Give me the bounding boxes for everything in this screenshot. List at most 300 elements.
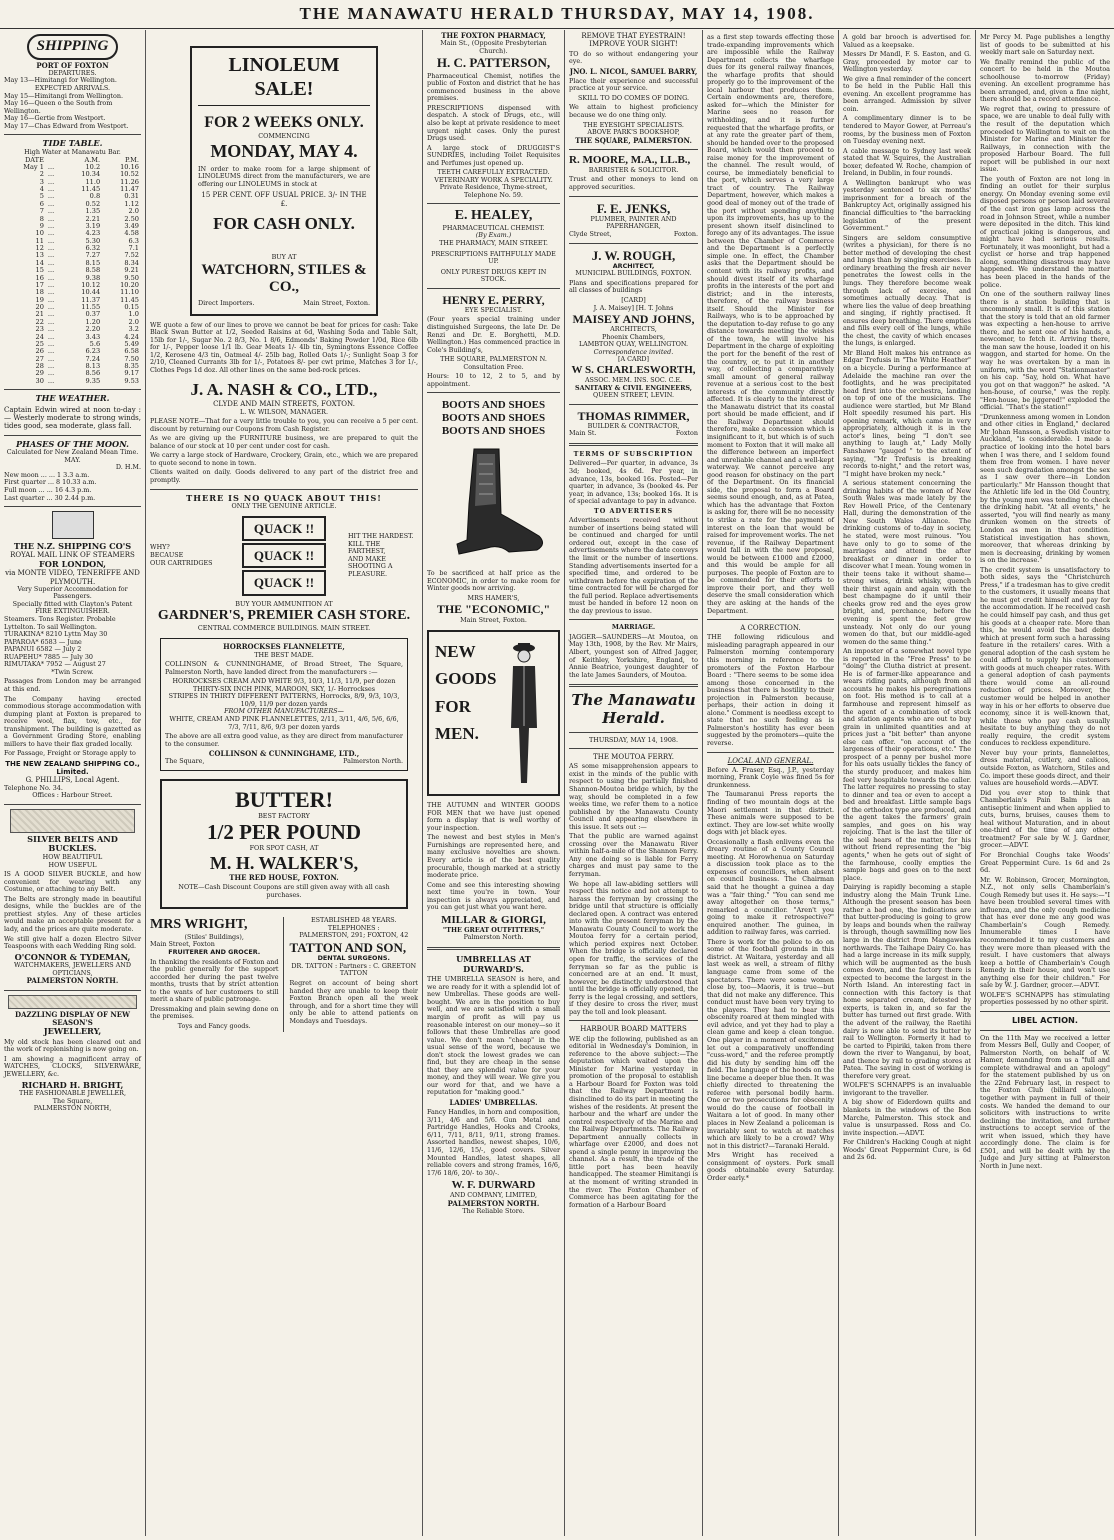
mrs-wright-line: Main Street, Foxton (150, 940, 215, 949)
butter-line: FOR SPOT CASH, AT (249, 844, 319, 853)
quack-word: QUACK !! (242, 516, 326, 541)
nzs-text: For Passage, Freight or Storage apply to (4, 749, 136, 758)
news-paragraph: A gold bar brooch is advertised for. Valued as a keepsake. (843, 33, 971, 49)
dazzling-text: I am showing a magnificent array of WATCHES, CLOCKS, SILVERWARE, JEWELLERY, &c. (4, 1054, 141, 1078)
ferry-heading: THE MOUTOA FERRY. (593, 753, 674, 762)
tide-row (4, 370, 141, 377)
news-paragraph: On one of the southern railway lines there is a station building that is uncommonly small. It is of this station that the story is told that an old farmer was expecting a hen-house to arrive there, and he sent one of his hands, a newcomer, to fetch it. Arriving there, the man saw the house, loaded it on his waggon, and started for home. On the way he was overtaken by a man in uniform, with the word "Stationmaster" on his cap. "Say, hold on. What have you got on that waggon?" he asked. "A hen-house, of course," was the reply. "Hen-house, be jiggered!" exploded the official. "That's the station!" (980, 290, 1110, 412)
tide-row (4, 348, 141, 355)
local-general-heading: LOCAL AND GENERAL. (727, 756, 814, 765)
tide-cell: ... (47, 317, 55, 326)
news-paragraph: Mr. W. Robinson, Grocer, Mornington, N.Z., not only sells Chamberlain's Cough Remedy but uses it. He says:—"I have been troubled several times with influenza, and the only cough medicine that has ever done me any good was Chamberlain's Cough Remedy. Innumerable times I have recommended it to my customers and they were more than pleased with the result. I have customers that always keep a bottle of Chamberlain's Cough Remedy in their house, and won't use anything else for their children." For sale by W. J. Gardner, grocer.—ADVT. (980, 875, 1110, 990)
eyestrain-text: TO do so without endangering your eye. (569, 49, 698, 66)
quack-subheading: ONLY THE GENUINE ARTICLE. (231, 502, 337, 511)
nzs-text: The Company having erected commodious storage accommodation with dumping plant at Foxton is prepared to receive wool, flax, tow, etc., for transhipment. The building is gazetted as a Government Grading Store, enabling millers to have their flax graded locally. (4, 694, 141, 748)
durward-heading: W. F. DURWARD (451, 1179, 536, 1192)
tide-cell: ... (47, 244, 55, 253)
nzs-heading: THE N.Z. SHIPPING CO'S (13, 540, 132, 551)
tide-cell: 2.50 (124, 214, 139, 223)
maisey-line: ARCHITECTS, (610, 325, 657, 334)
moon-columns: D. H.M. (115, 463, 141, 472)
tide-cell: 0.37 (85, 310, 101, 319)
eyestrain-line: THE EYESIGHT SPECIALISTS. (583, 120, 684, 129)
butter-ad (160, 779, 408, 909)
news-paragraph: For Bronchial Coughs take Woods' Great Peppermint Cure. 1s 6d and 2s 6d. (980, 850, 1110, 875)
tide-cell: 11.55 (81, 303, 101, 312)
tide-cell: 2.21 (85, 214, 101, 223)
nzs-line: ROYAL MAIL LINK OF STEAMERS (10, 551, 135, 560)
tide-cell: 6.23 (85, 347, 101, 356)
tide-table-subheading: High Water at Manawatu Bar. (24, 147, 121, 156)
millar-heading: MILLAR & GIORGI, (441, 913, 546, 926)
ferry-text: We hope all law-abiding settlers will respect this notice and not attempt to harass the ferryman by crossing the bridge until that structure is officially declared open. A contract was entered into with the present ferryman by the Manawatu County Council to work the Moutoa ferry for a certain period, which period expires next October. When the bridge is officially declared open for traffic, the services of the ferryman so far as the public is concerned are at an end. It must, however, be distinctly understood that until the bridge is officially opened, the ferry is the legal crossing, and settlers, if they desire to cross the river, must pay the toll and look pleasant. (569, 879, 698, 1016)
tide-table (4, 157, 141, 386)
tide-cell: 11.10 (120, 288, 139, 297)
tide-cell: 8.56 (85, 369, 101, 378)
ships-header: Steamers. Tons Register. Probable Lyttelton. To sail Wellington. (4, 615, 116, 631)
boots-text: To be sacrificed at half price as the ECONOMIC, in order to make room for Winter goods now arriving. (427, 569, 560, 593)
tide-cell: ... (47, 177, 55, 186)
new-goods-text: THE AUTUMN and WINTER GOODS FOR MEN that we have just opened form a display that is well worthy of your inspection. (427, 801, 560, 832)
tatton-heading: TATTON AND SON, (289, 940, 407, 955)
news-paragraph: The youth of Foxton are not long in finding an outlet for their surplus energy. On Monday evening some evil disposed persons or person laid several of the cast iron gas lamp across the road in Johnson Street, while a number were deposited in the ditch. This kind of practical joking is dangerous, and might have had serious results. Fortunately, it was moonlight, but had a cyclist or horse and trap happened along, something disastrous may have happened. We understand the matter has been placed in the hands of the police. (980, 174, 1110, 289)
tide-cell: 1.0 (128, 310, 139, 319)
tide-row (4, 267, 141, 274)
oconnor-line: WATCHMAKERS, JEWELLERS AND OPTICIANS, (13, 961, 132, 977)
news-paragraph: We regret that, owing to pressure of space, we are unable to deal fully with the result of the deputation which proceeded to Wellington to wait on the Minister for Marine and Minister for Railways, in connection with the proposed Harbour Board. The full report will be published in our next issue. (980, 104, 1110, 174)
butter-price: 1/2 PER POUND (207, 820, 361, 845)
eyestrain-text: Place their experience and successful practice at your service. (569, 76, 698, 93)
economic-address: Main Street, Foxton. (460, 615, 527, 624)
terms-heading: TERMS OF SUBSCRIPTION (573, 449, 694, 458)
quack-word: QUACK !! (242, 570, 326, 595)
news-paragraph: We finally remind the public of the concert to be held in the Moutoa schoolhouse to-morrow (Friday) evening. An excellent programme has been arranged, and, given a fine night, there should be a record attendance. (980, 57, 1110, 104)
mrs-wright-text: Toys and Fancy goods. (177, 1021, 251, 1030)
departure-line: May 13—Himitangi for Wellington. (4, 76, 117, 85)
tide-cell: 7.24 (85, 354, 101, 363)
new-goods-heading (435, 638, 495, 788)
tide-cell: 1.20 (85, 317, 101, 326)
tide-cell: ... (47, 162, 55, 171)
tide-cell: 4.23 (85, 229, 101, 238)
tatton-ad (290, 917, 419, 1032)
millar-line: Palmerston North. (463, 933, 524, 942)
tide-cell: 8.15 (85, 258, 101, 267)
tide-cell: 7.52 (124, 251, 139, 260)
tide-cell: 26 (35, 347, 44, 356)
horrockses-address-right: Palmerston North. (343, 757, 403, 766)
tide-cell: 11.47 (120, 185, 139, 194)
boots-heading-line: BOOTS AND SHOES (441, 399, 546, 412)
news-paragraph: "Drunkenness among women in London and other cities in England," declared Mr Johan Hansson, a Swedish visitor to Auckland, "is considerable. I made a practice of looking into the hotel bars when I was there, and I seldom found them free from women. I have never seen such degradation amongst the sex as I saw over there—in London particularly." Mr Hansson thought that the Athletic life led in the Old Country, by the young men was tending to check the drinking habit. "At all events," he asserted, "you will find nearly as many drunken women on the streets of London as men in that condition. Statistical investigation has shown, moreover, that whereas drinking by men is decreasing, drinking by women is on the increase." (980, 412, 1110, 565)
quack-buy: BUY YOUR AMMUNITION AT (235, 599, 333, 608)
foxton-pharmacy-line: Main St., (Opposite Presbyterian Church). (440, 39, 547, 55)
tide-row (4, 223, 141, 230)
tide-cell: 9.35 (85, 376, 101, 385)
tide-column-header: P.M. (124, 155, 139, 164)
news-paragraph: A Wellington bankrupt who was yesterday sentenced to six months' imprisonment for a breach of the Bankruptcy Act, originally assigned his financial difficulties to "the barracking legislation of the present Government." (843, 178, 971, 233)
tide-cell: ... (47, 339, 55, 348)
mrs-wright-ad (150, 917, 284, 1032)
news-paragraph: A serious statement concerning the drinking habits of the women of New South Wales was made lately by the Rev Howell Price, of the Centenary Hall, during the demonstration of the New South Wales Alliance. The drinking customs of to-day in society, he stated, were most ruinous. "You have only to go to some of the marriages and attend the after breakfast or dinner in order to discover what I mean. Young women in their teens take it without shame—strong wines, drink whisky, quench their thirst again and again with the best champagne do it until their cheeks grow red and the eyes grow bright, and, perchance, before the evening is spent the feet grow unsteady. Not only do our young women do that, but our middle-aged women do the same thing." (843, 479, 971, 646)
oconnor-heading: O'CONNOR & TYDEMAN, (14, 951, 131, 962)
news-paragraph: Singers are seldom consumptive (writes a physician), for there is no better method of developing the chest and lungs than by singing exercises. In ordinary breathing the fresh air never penetrates the lowest cells in the lungs. They therefore become weak through lack of exercise, and sometimes actually decay. That is where lies the value of deep breathing and singing, if rightly practised. It ensures deep breathing. There empties and fills every cell of the lungs, while the chest, the cavity of which encases the lungs, is enlarged. (843, 233, 971, 348)
tide-cell: ... (47, 280, 55, 289)
tide-cell: 5.6 (89, 339, 101, 348)
tide-cell: 2.0 (128, 317, 139, 326)
tide-cell: 27 (35, 354, 44, 363)
tide-cell: 10.52 (120, 170, 139, 179)
quack-right-item: KILL THE FARTHEST, (347, 539, 386, 556)
ferry-text: That the public are warned against crossing over the Manawatu River within half-a-mile of the Shannon Ferry. Any one doing so is liable for Ferry charges and must pay same to the ferryman. (569, 832, 698, 878)
linoleum-weeks: FOR 2 WEEKS ONLY. (204, 114, 364, 132)
rimmer-street: Main St. (569, 429, 597, 438)
ladies-umbrellas-heading: LADIES' UMBRELLAS. (449, 1098, 538, 1107)
moore-line: BARRISTER & SOLICITOR. (588, 165, 679, 174)
tide-cell: ... (47, 199, 55, 208)
perry-text: (Four years special training under distinguished Surgeons, the late Dr. De Renzi and Dr. E. Borghetti, M.D. Wellington.) Has commenced practice in Cole's Building's, (427, 315, 560, 354)
correction-text: THE following ridiculous and misleading paragraph appeared in our Palmerston morning contemporary this morning in reference to the promoters of the Foxton Harbour Board : "There seems to be some idea among those concerned in the business that there is hostility to their projection in Palmerston because, perhaps, their action in doing it alone." Comment is needless except to state that no such feeling as is Palmerston's hostility has ever been suggested by the promoters—quite the reverse. (707, 633, 834, 748)
tide-cell: 8.34 (124, 258, 139, 267)
eyestrain-names: JNO. L. NICOL, SAMUEL BARRY, (569, 66, 698, 76)
departures-heading: DEPARTURES. (48, 68, 97, 77)
tide-cell: ... (47, 369, 55, 378)
tide-cell: 3 (39, 177, 44, 186)
tide-cell: 2.0 (128, 207, 139, 216)
boot-image (427, 444, 560, 564)
news-paragraph: WOLFE'S SCHNAPPS has stimulating properties possessed by no other spirit. (980, 990, 1110, 1007)
silver-heading: SILVER BELTS AND BUCKLES. (27, 833, 118, 854)
tide-cell: 18 (35, 288, 44, 297)
rough-line: ARCHITECT, (612, 261, 655, 270)
ship-row: PAPAROA* 6583 — June (4, 637, 82, 646)
tide-row (4, 216, 141, 223)
news-paragraph: Never buy your prints, flannelettes, dress material, cutlery, and calicos, outside Foxton, as Watchorn, Stiles and Co. import these goods direct, and their values are household words.—ADVT. (980, 748, 1110, 788)
tide-cell: 7.27 (85, 251, 101, 260)
tide-row (4, 230, 141, 237)
tide-cell: 7.50 (124, 354, 139, 363)
quack-ad (150, 515, 418, 597)
tatton-telephones-2: PALMERSTON, 291; FOXTON, 42 (299, 931, 409, 940)
tide-row (4, 334, 141, 341)
tide-cell: 14 (35, 258, 44, 267)
horrockses-address-left: The Square, (165, 757, 205, 766)
tide-cell: May 1 (23, 162, 44, 171)
tide-row (4, 260, 141, 267)
mrs-wright-text: In thanking the residents of Foxton and the public generally for the support accorded her during the past twelve months, trusts that by strict attention to the wants of her customers to still merit a share of public patronage. (150, 957, 279, 1004)
tide-cell: ... (47, 325, 55, 334)
ferry-text: AS some misapprehension appears to exist in the minds of the public with respect to using the partially finished Shannon-Moutoa bridge which, by the way, should be completed in a few weeks time, we refer them to a notice published by the Manawatu County Council and appearing elsewhere in this issue. It sets out :— (569, 762, 698, 831)
oconnor-line: PALMERSTON NORTH. (26, 976, 119, 986)
boots-mrs: MRS HAMER'S, (467, 593, 520, 602)
linoleum-text: IN order to make room for a large shipment of LINOLEUMS direct from the manufacturers, we are offering our LINOLEUMS in stock at (198, 164, 370, 188)
ship-row: TURAKINA* 8210 Lyttn May 30 (4, 630, 108, 639)
moon-phase-row: New moon ... ... 1 3.3 a.m. (4, 470, 90, 479)
twin-screw-note: *Twin Screw. (51, 667, 94, 676)
tide-cell: ... (47, 192, 55, 201)
tide-cell: 3.49 (124, 221, 139, 230)
mrs-wright-heading: MRS WRIGHT, (150, 917, 248, 933)
moore-heading: R. MOORE, M.A., LL.B., (569, 153, 691, 166)
tatton-telephones: TELEPHONES : (327, 923, 380, 932)
millar-line: "THE GREAT OUTFITTERS," (442, 925, 545, 934)
flag-image (52, 511, 94, 539)
horrockses-line: FROM OTHER MANUFACTURERS— (224, 707, 344, 716)
advertisers-heading: TO ADVERTISERS (593, 506, 674, 515)
arrival-line: May 17—Chas Edward from Westport. (4, 121, 129, 130)
charlesworth-line: QUEEN STREET, LEVIN. (592, 391, 674, 400)
tide-cell: 5.49 (124, 339, 139, 348)
butter-line: BEST FACTORY (258, 811, 310, 820)
perry-line: EYE SPECIALIST. (464, 305, 523, 314)
nash-text: We carry a large stock of Hardware, Crockery, Grain, etc., which we are prepared to quote second to none in town. (150, 451, 418, 467)
nzs-line: via MONTE VIDEO, TENERIFFE AND PLYMOUTH. (5, 569, 140, 586)
bright-line: The Square, (52, 1096, 93, 1105)
tide-cell: 3.2 (128, 325, 139, 334)
durward-line: The Reliable Store. (462, 1206, 525, 1215)
tide-cell: ... (47, 273, 55, 282)
tide-cell: 1.35 (85, 207, 101, 216)
tide-cell: 8 (39, 214, 44, 223)
news-items (843, 34, 971, 1162)
local-news-item: The Taumaranui Press reports the finding of two mountain dogs at the Maori settlement in that district. These animals were supposed to be extinct. They are low-set white woolly dogs with jet black eyes. (707, 790, 834, 837)
umbrellas-list: Fancy Handles, in horn and composition, 3/11, 4/6 and 5/6. Gun Metal and Partridge Handles, Hooks and Crooks, 6/11, 7/11, 8/11, 9/11, strong frames. Assorted handles, newest shapes, 10/6, 11/6, 12/6, 15/-, good covers. Silver Mounted Handles, latest shapes, all reliable covers and strong frames, 16/6, 17/6 18/6, 20/- to 30/-. (427, 1108, 560, 1177)
healey-heading: E. HEALEY, (454, 208, 533, 224)
quack-stack (242, 515, 326, 597)
news-items (980, 34, 1110, 1007)
bottom-ads-row (150, 917, 418, 1032)
tide-cell: 0.52 (85, 199, 101, 208)
weather-heading: THE WEATHER. (35, 393, 110, 404)
dazzling-heading: DAZZLING DISPLAY OF NEW SEASON'S (15, 1009, 130, 1027)
bright-line: PALMERSTON NORTH, (33, 1104, 112, 1113)
new-goods-text: The newest and best styles in Men's Furnishings are represented here, and many exclusive novelties are shown. Every article is of the best quality procurable, though marked at a strictly moderate price. (427, 833, 560, 880)
horrockses-firm: COLLINSON & CUNNINGHAME, LTD., (208, 749, 360, 759)
tide-row (4, 356, 141, 363)
nzs-line: FOR LONDON, (38, 558, 106, 569)
tide-cell: ... (47, 214, 55, 223)
tide-cell: 10 (35, 229, 44, 238)
tide-cell: 17 (35, 280, 44, 289)
tide-row (4, 363, 141, 370)
maisey-heading: MAISEY AND JOHNS, (572, 312, 695, 327)
harbour-text: WE clip the following, published as an editorial in Wednesday's Dominion, in reference to the above subject:—The deputation which waited upon the Minister for Marine yesterday in promotion of the proposal to establish a Harbour Board for Foxton was told that the Railway Department is disinclined to do its part in meeting the wishes of the residents. At present the harbour and the wharf are under the control respectively of the Marine and the Railway Departments. The Railway Department annually collects in wharfage over £2000, and does not spend a single penny in improving the channel. As a result, the trade of the little port has been heavily handicapped. The steamer Himitangi is at the moment of writing stranded in the river. The Foxton Chamber of Commerce has been agitating for the formation of a Harbour Board (569, 1034, 698, 1209)
tide-cell: 20 (35, 303, 44, 312)
ship-row: PAPANUI 6582 — July 2 (4, 645, 82, 654)
tide-cell: ... (47, 221, 55, 230)
tide-cell: 11.45 (120, 295, 139, 304)
dazzling-text: My old stock has been cleared out and the work of replenishing is now going on. (4, 1037, 141, 1054)
silver-text: We still give half a dozen Electro Silver Teaspoons with each Wedding Ring sold. (4, 934, 141, 951)
tide-cell: ... (47, 376, 55, 385)
boot-icon (439, 444, 549, 564)
bright-heading: RICHARD H. BRIGHT, (21, 1079, 124, 1090)
nash-text: As we are giving up the FURNITURE business, we are prepared to quit the balance of our stock at 10 per cent under cost for cash. (150, 434, 418, 450)
news-paragraph: For Children's Hacking Cough at night Woods' Great Peppermint Cure, is 6d and 2s 6d. (843, 1138, 971, 1162)
rough-line: MUNICIPAL BUILDINGS, FOXTON. (575, 269, 692, 278)
tide-cell: 8.13 (85, 362, 101, 371)
tide-cell: 10.16 (120, 162, 139, 171)
tide-cell: 23 (35, 325, 44, 334)
harbour-text-continued: as a first step towards effecting those trade-expanding improvements which are impossible while the Railway Department collects the wharfage dues for its general railway finances, the wharfage profits that should properly go to the improvement of the local harbour that produces them. Certain endowments are, therefore, asked for—which the Minister for Marine sees no reason for withholding, and it is further requested that the wharfage profits, or at any rate the greater part of them, should be handed over to the proposed Board, which would then proceed to raise money for the improvement of the channel. The result would, of course, be immediately beneficial to the port, which serves a very large tract of country. The Railway Department, however, which makes a good deal of money out of the trade of the port without spending anything upon its improvements, has up to the present shown itself disinclined to forego any of its advantages. The issue between the Chamber of Commerce and the Department is a perfectly simple one. In effect, the Chamber asks that the Department should be content with its railway profits, and should divest itself of its wharfage profits in the interests of the port and district; and in the interests, therefore, of the railway business itself. Should the Minister for Railways, who is to be approached by the deputation to-day refuse to go any distance towards meeting the wishes of the town, he will involve his Department in the charge of exploiting the port for the benefit of the rest of the country, or, to put it in another way, of collecting a comparatively small amount of general railway revenue at a serious cost to the best interests of the community directly affected. It is clearly to the interest of the Manawatu district that its coastal port should be made efficient, and if the Railway Department should therefore, make a concession which is insignificant to it, but which is of such moment to Foxton that it will make all the difference between an imperfect and unreliable channel and a well-kept waterway. We cannot perceive any good reason for obstinacy on the part of the Department. On its financial side, the proposal to form a Board seems sound enough, and, as at Patea, which has the advantage that Foxton is asking for, there will be no necessity to strike a rate for the payment of interest on the loan that would be raised for improvement works. The net revenue, if the Railway Department would fall in with the new proposal, would be between £1000 and £2000, and this would be ample for all purposes. The people of Foxton are to be commended for their efforts to improve their port, and they well deserve the small consideration which they are asking at the hands of the Department. (707, 33, 834, 615)
tide-row (4, 252, 141, 259)
horrockses-line: THIRTY-SIX INCH PINK, MAROON, SKY, 1/- Horrockses (192, 684, 376, 693)
maisey-line: LAMBTON QUAY, WELLINGTON. (578, 340, 689, 349)
nash-address: CLYDE AND MAIN STREETS, FOXTON. (213, 400, 355, 409)
tatton-line: DR. TATTON : Partners : C. GREETON TATTON (291, 961, 417, 978)
quack-left-item: BECAUSE (150, 550, 184, 559)
new-goods-word: FOR (435, 696, 471, 716)
maisey-names: J. A. Maisey] [H. T. Johns (593, 303, 674, 312)
tide-row (4, 304, 141, 311)
tide-cell: ... (47, 229, 55, 238)
umbrellas-heading: UMBRELLAS AT DURWARD'S. (456, 953, 531, 974)
linoleum-title: LINOLEUM SALE! (198, 54, 370, 106)
column-7 (976, 30, 1114, 1536)
tide-row (4, 378, 141, 385)
local-news-item: Before A. Fraser, Esq., J.P., yesterday morning, Frank Coyle was fined 5s for drunkenness. (707, 765, 834, 789)
weather-text: Captain Edwin wired at noon to-day :— Westerly moderate to strong winds, tides good, sea moderate, glass fall. (4, 405, 141, 431)
quack-left-item: OUR CARTRIDGES (150, 558, 213, 567)
jenks-street: Clyde Street, (569, 229, 612, 238)
tide-cell: 28 (35, 362, 44, 371)
linoleum-importers: Direct Importers. (198, 298, 255, 307)
perry-text: Hours: 10 to 12, 2 to 5, and by appointment. (427, 372, 560, 388)
pharmacy-line: Private Residence, Thyme-street, Telephone No. 59. (439, 183, 548, 199)
tatton-text: Regret on account of being short handed they are unable to keep their Foxton Branch open all the week through, and for a short time they will only be able to attend patients on Mondays and Tuesdays. (289, 978, 418, 1025)
tide-row (4, 245, 141, 252)
tide-cell: 4.58 (124, 229, 139, 238)
horrockses-ad (160, 638, 408, 771)
eyestrain-line: ABOVE PARK'S BOOKSHOP, (587, 128, 680, 137)
marriage-heading: MARRIAGE. (611, 623, 656, 632)
perry-heading: HENRY E. PERRY, (442, 292, 545, 307)
linoleum-discount: 15 PER CENT. OFF USUAL PRICE. 3/- IN THE £. (201, 191, 367, 208)
nzs-line: Very Superior Accommodation for Passengers. (17, 584, 128, 601)
jenks-line: PLUMBER, PAINTER AND PAPERHANGER, (590, 214, 677, 231)
marriage-text: JAGGER—SAUNDERS—At Moutoa, on May 13th, 1908, by the Rev. Mr Mairs, Albert, youngest son of Alfred Jagger, of Keithley, Yorkshire, England, to Annie Beatrice, youngest daughter of the late James Saunders, of Moutoa. (569, 632, 698, 679)
column-2 (146, 30, 422, 1536)
eyestrain-line: SKILL TO DO COMES OF DOING. (578, 93, 689, 102)
tide-cell: 6.58 (124, 347, 139, 356)
quack-right-item: HIT THE HARDEST. (347, 532, 414, 541)
tatton-line: DENTAL SURGEONS. (317, 954, 390, 963)
new-goods-word: GOODS (435, 669, 497, 689)
charlesworth-line: SANITARY & CIVIL ENGINEERS, (574, 383, 693, 392)
horrockses-subheading: THE BEST MADE. (254, 650, 314, 659)
quack-heading: THERE IS NO QUACK ABOUT THIS! (186, 492, 382, 503)
local-news-item: There is work for the police to do on some of the football grounds in this district. At Waitara, yesterday and all last week as well, a stream of filthy language came from some of the spectators. There were some women close by, too—Maoris, it is true—but that did not make any difference. This conduct must have been very trying to the players. They had to bear this obscenity roared at them mingled with evil advice, and yet they had to play a clean game and keep a clean tongue. One player in a moment of excitement let out a comparatively unoffending "cuss-word," and the referee promptly did his duty by sending him off the field. The language of the hoods on the line became a deeper blue then. It was chiefly directed to threatening the referee with personal bodily harm. One or two prosecutions for obscenity would do the cause of football in Waitara a lot of good. In many other places in New Zealand a policeman is invariably sent to watch at matches which are likely to be a crowd? Why not in this district?—Taranaki Herald. (707, 937, 834, 1150)
healey-line: (By Exam.) (475, 231, 512, 240)
charlesworth-line: ASSOC. MEM. INS. SOC. C.E. (584, 375, 683, 384)
tide-cell: ... (47, 310, 55, 319)
silver-line: HOW BEAUTIFUL (42, 853, 103, 862)
nzs-agent: G. PHILLIPS, Local Agent. (25, 776, 120, 785)
ship-row: RUAPEHU* 7885 — July 30 (4, 652, 93, 661)
tide-cell: 11.45 (81, 185, 101, 194)
tide-cell: 9.38 (85, 273, 101, 282)
healey-line: ONLY PUREST DRUGS KEPT IN STOCK. (440, 267, 547, 284)
column-6 (839, 30, 975, 1536)
advertisers-text: Advertisements received without number of insertions being stated will be continued and charged for until ordered out, except in the case of advertisements where the date conveys the limit or the number of insertions. Standing advertisements inserted for a specified time, and ordered to be withdrawn before the expiration of the time contracted for will be charged for the full period. Replace advertisements must be handed in before 12 noon on the day previous to issue. (569, 516, 698, 615)
tide-cell: 9.53 (124, 376, 139, 385)
butter-note: NOTE—Cash Discount Coupons are still given away with all cash purchases. (178, 883, 390, 899)
tide-cell: ... (47, 354, 55, 363)
linoleum-commencing: COMMENCING (258, 132, 310, 141)
linoleum-firm: WATCHORN, STILES & CO., (201, 261, 367, 296)
tide-cell: 5.30 (85, 236, 101, 245)
moon-phase-row: Full moon ... ... 16 4.3 p.m. (4, 485, 92, 494)
moon-phase-row: First quarter ... 8 10.33 a.m. (4, 478, 97, 487)
tide-cell: 9.17 (124, 369, 139, 378)
rough-text: Plans and specifications prepared for all classes of buildings (569, 278, 698, 295)
eyestrain-heading: REMOVE THAT EYESTRAIN! IMPROVE YOUR SIGHT! (581, 32, 686, 49)
tide-cell: 0.31 (124, 192, 139, 201)
linoleum-ad (190, 46, 378, 316)
boots-headings (427, 399, 560, 438)
healey-line: PHARMACEUTICAL CHEMIST. (442, 223, 545, 232)
belt-buckle-image (10, 809, 135, 833)
pharmacy-text: Pharmaceutical Chemist, notifies the public of Foxton and district that he has commenced business in the above premises. (427, 71, 560, 103)
herald-date: THURSDAY, MAY 14, 1908. (589, 735, 678, 744)
tatton-established: ESTABLISHED 48 YEARS. (311, 916, 397, 925)
news-paragraph: An imposter of a somewhat novel type is reported in the "Free Press" to be "doing" the Clutha district at present. He is of farmer-like appearance and wears riding pants, although from all accounts he makes his peregrinations on foot. His method is to call at a farmhouse and represent himself as the agent of a combination of stock and station agents who are out to buy grain in unlimited quantities and at prices just a "bit better" than anyone else can offer. "on account of the largeness of their operations, etc." The prospect of a penny per bushel more for his oats usually tickles the fancy of the sturdy producer, and makes him feel very hospitable towards the caller. The latter requires no pressing to stay to dinner and tea or even to accept a bed and breakfast. Little sample bags of the orthodox type are produced, and the agent takes the farmers' grain samples, and goes on his way rejoicing. That is the last the tiller of the soil hears of the matter, for his without friend representing the "big agents," when he gets out of sight of the farmhouse, coolly empties the sample bags and goes on to the next place. (843, 647, 971, 882)
mrs-wright-text: Dressmaking and plain sewing done on the premises. (150, 1004, 279, 1021)
tide-cell: ... (47, 185, 55, 194)
quack-right-item: AND MAKE SHOOTING A PLEASURE. (347, 554, 393, 578)
news-paragraph: We give a final reminder of the concert to be held in the Public Hall this evening. An excellent programme has been arranged. Admission by silver coin. (843, 74, 971, 113)
news-paragraph: A cable message to Sydney last week stated that W. Squires, the Australian boxer, defeated W. Roche, champion of Ireland, in Dublin, in four rounds. (843, 146, 971, 178)
nash-text: Clients waited on daily. Goods delivered to any part of the district free and promptly. (150, 468, 418, 484)
butter-address: THE RED HOUSE, FOXTON. (229, 873, 339, 883)
tide-cell: 11.26 (120, 177, 139, 186)
rimmer-line: BUILDER & CONTRACTOR, (587, 421, 680, 430)
linoleum-buy-at: BUY AT (271, 253, 297, 262)
maisey-line: Phoenix Chambers, (602, 332, 665, 341)
tide-cell: 7 (39, 207, 44, 216)
tide-row (4, 297, 141, 304)
umbrellas-text: THE UMBRELLA SEASON is here, and we are ready for it with a splendid lot of new Umbrellas. These goods are well-bought. We are in the position to buy well, and we are satisfied with a small margin of profit as will pay us reasonable interest on our money—so it follows that these Umbrellas are good value. We don't mean "cheap" in the usual sense of the word, because we don't stock the lowest grades we can find, but they are cheap in the sense that they are splendid value for your money, and they will wear. We give you our word for that, and we have a reputation for "making good." (427, 975, 560, 1097)
linoleum-cash: FOR CASH ONLY. (213, 213, 355, 233)
new-goods-word: MEN. (435, 723, 479, 743)
tide-cell: 10.12 (81, 280, 101, 289)
horrockses-line: STRIPES IN THIRTY DIFFERENT PATTERNS, Horrocks, 8/9, 9/3, 10/3, 10/9, 11/9 per dozen yards (168, 692, 400, 708)
maisey-line: Correspondence invited. (593, 347, 674, 356)
tide-cell: 8.58 (85, 266, 101, 275)
tide-cell: ... (47, 332, 55, 341)
nzs-line: Specially fitted with Clayton's Patent FIRE EXTINGUISHER. (12, 599, 133, 616)
linoleum-address: Main Street, Foxton. (303, 298, 370, 307)
moon-heading: PHASES OF THE MOON. (15, 438, 129, 449)
eyestrain-text: We attain to highest proficiency because we do one thing only. (569, 103, 698, 120)
mrs-wright-line: FRUITERER AND GROCER. (168, 947, 261, 956)
man-figure (495, 638, 552, 788)
nash-manager: L. W. WILSON, MANAGER. (240, 407, 328, 416)
rimmer-heading: THOMAS RIMMER, (577, 408, 690, 423)
column-3 (423, 30, 564, 1536)
card-label: [A CARD] (617, 355, 650, 364)
local-news-item: Occasionally a flash enlivens even the dreary routine of a County Council meeting. At Horowhenua on Saturday a discussion took place as to the expenses of councillors, when absent on council business. The Chairman said that he thought a guinea a day was a "fair thing." "You can send me away altogether on those terms," remarked a councillor. "Aren't you going to make it retrospective?" enquired another. The guinea, in addition to railway fares, was carried. (707, 837, 834, 937)
linoleum-date: MONDAY, MAY 4. (210, 140, 358, 161)
libel-text: On the 11th May we received a letter from Messrs Bell, Gully and Cooper, of Palmerston North, on behalf of W. Hamer, demanding from us a "full and complete withdrawal and an apology" for the statement published by us on the 22nd February last, in respect to the Foxton Club (billiard saloon), together with payment in full of their costs. We handed the demand to our solicitors with instructions to write declining the invitation, and further instructions to accept service of the writ when issued, which they have accordingly done. The claim is for £501, and will be dealt with by the Judge and Jury sitting at Palmerston North in June next. (980, 1033, 1110, 1170)
tide-table-heading: TIDE TABLE. (42, 138, 103, 149)
tide-row (4, 319, 141, 326)
tide-row (4, 311, 141, 318)
tide-cell: 4 (39, 185, 44, 194)
tide-cell: 10.20 (120, 280, 139, 289)
news-paragraph: Messrs Dr Mandl, F. S. Easton, and G. Gray, proceeded by motor car to Wellington yesterday. (843, 50, 971, 74)
tide-cell: ... (47, 170, 55, 179)
